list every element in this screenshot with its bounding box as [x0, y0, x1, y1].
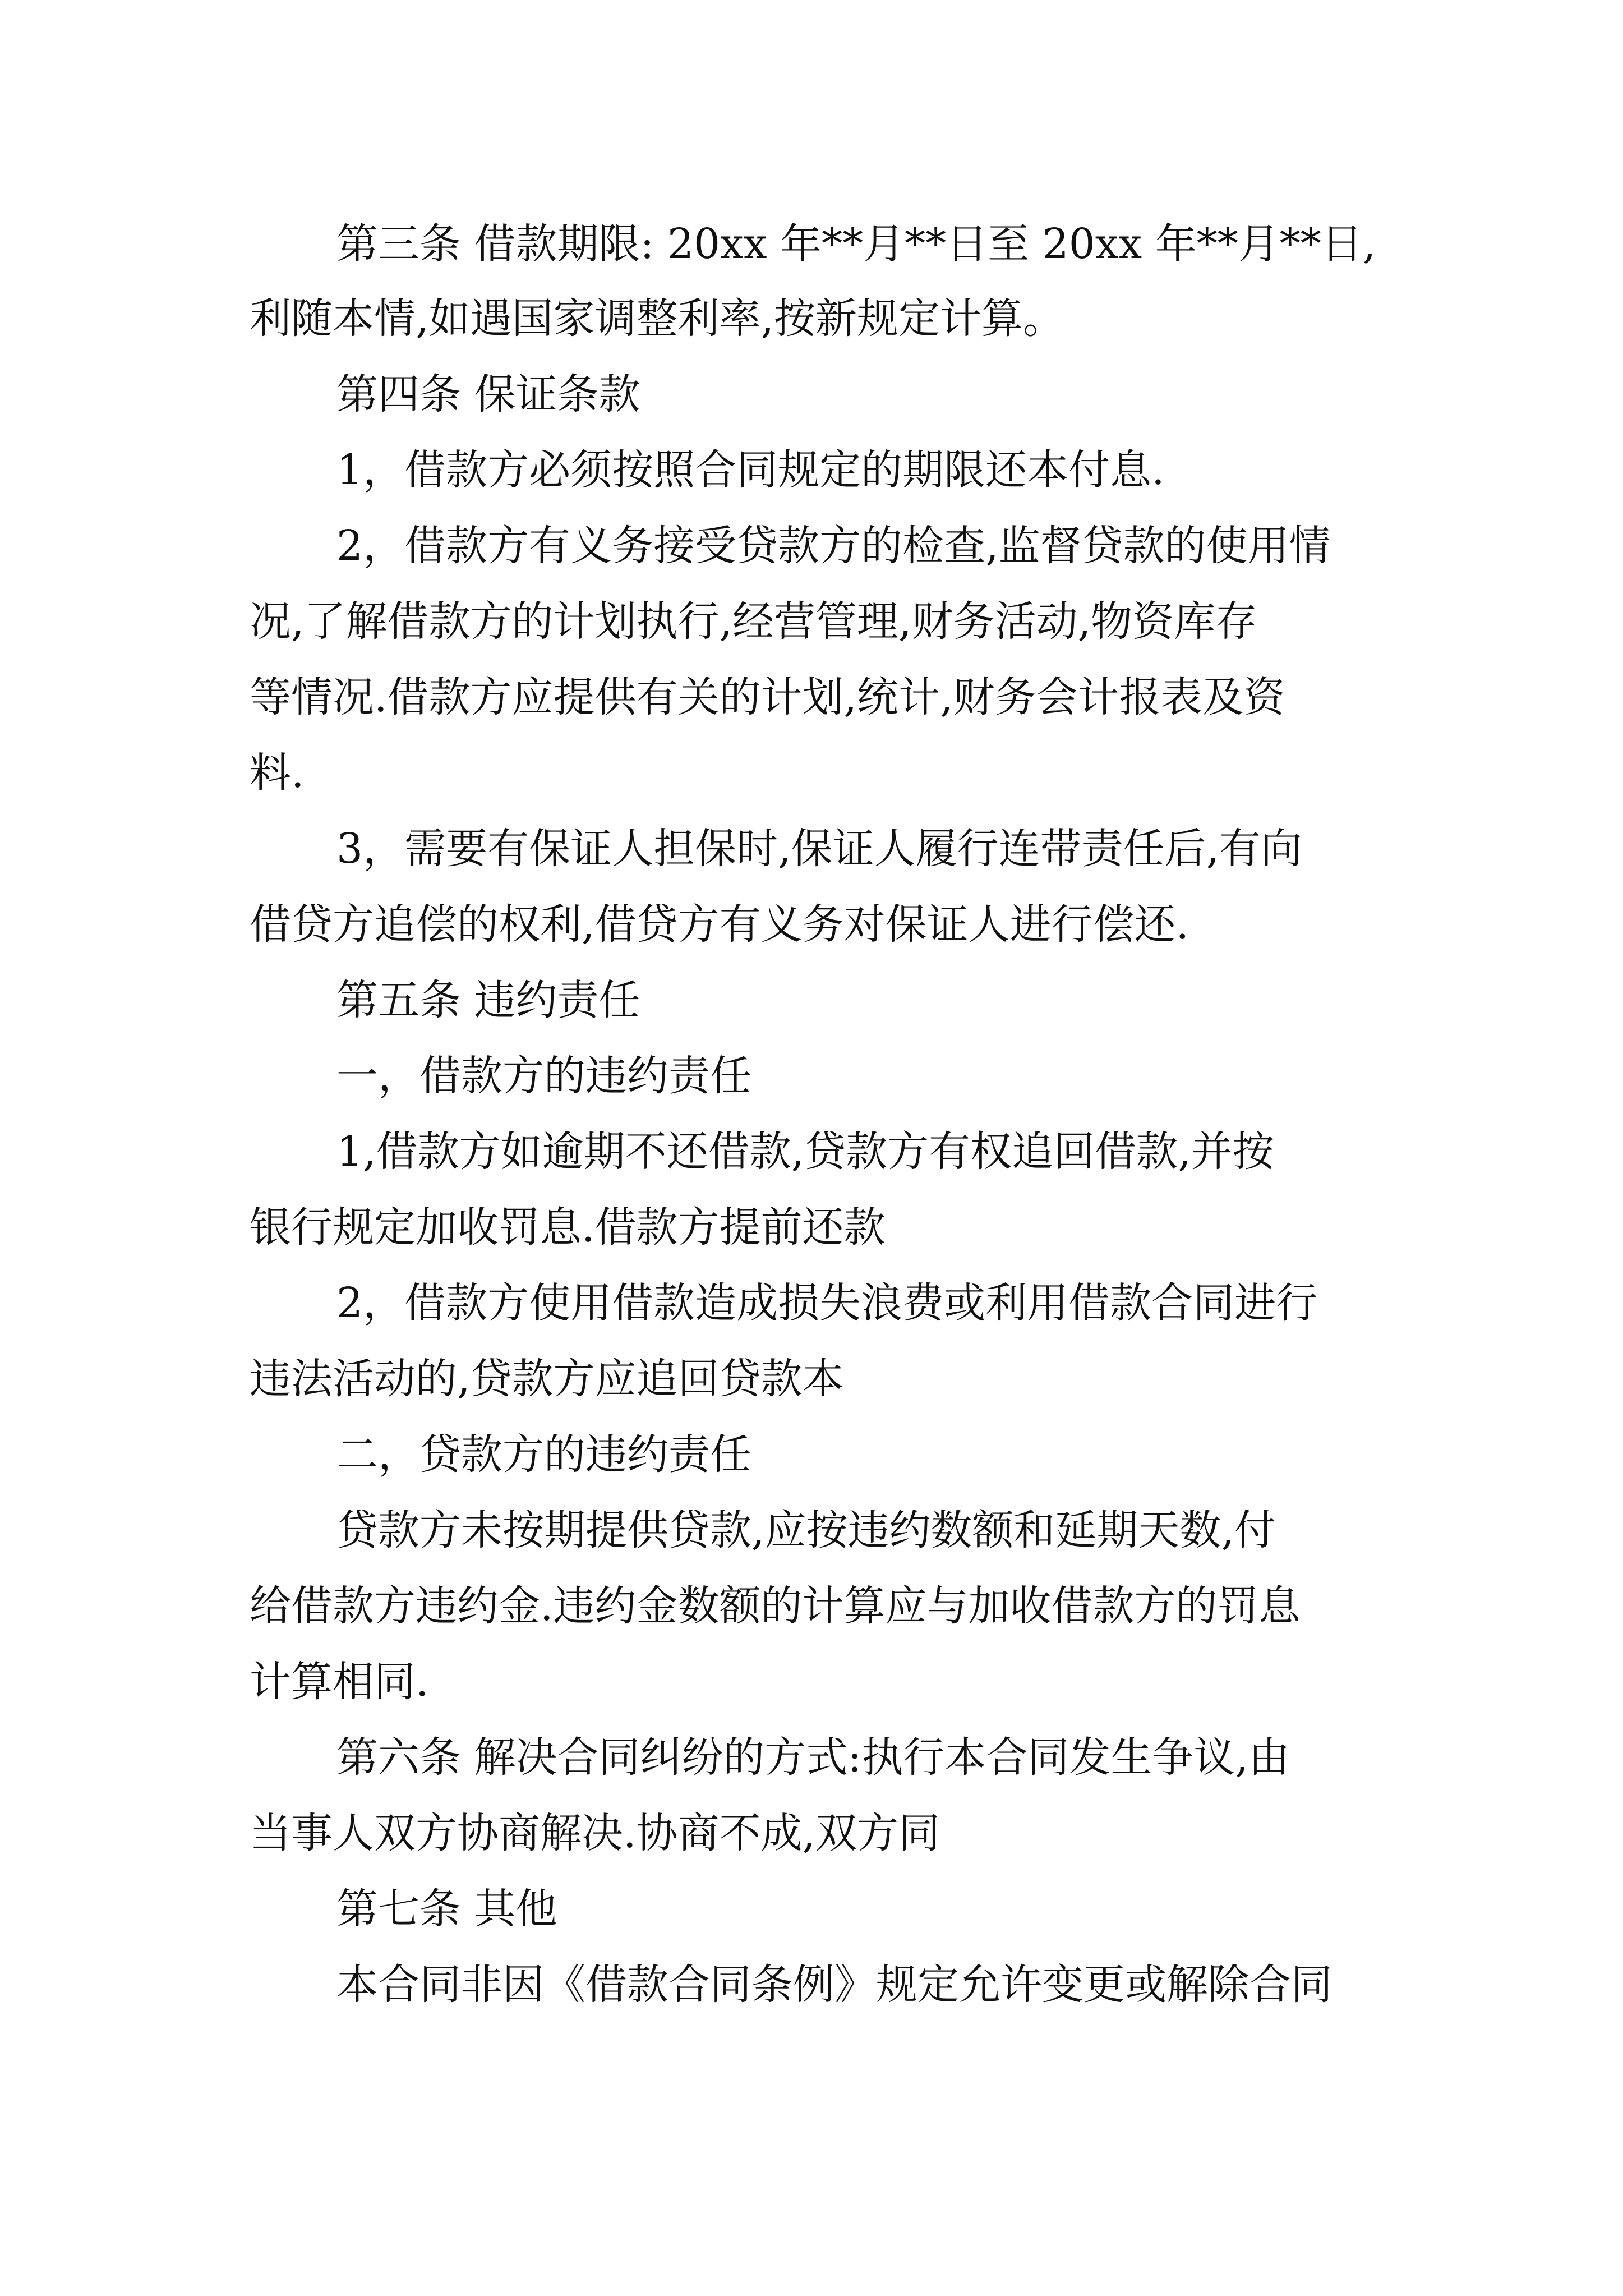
article-4-item-1: 1，借款方必须按照合同规定的期限还本付息. — [336, 446, 1165, 494]
article-5-section-1-item-1: 1,借款方如逾期不还借款,贷款方有权追回借款,并按 — [336, 1128, 1274, 1176]
article-5-section-2-heading: 二，贷款方的违约责任 — [336, 1430, 751, 1479]
article-5-section-1-item-1-cont: 银行规定加收罚息.借款方提前还款 — [250, 1203, 886, 1251]
article-5-heading: 第五条 违约责任 — [336, 976, 640, 1024]
article-7-heading: 第七条 其他 — [336, 1885, 557, 1933]
article-4-item-3: 3，需要有保证人担保时,保证人履行连带责任后,有向 — [336, 825, 1303, 873]
article-5-section-1-item-2: 2，借款方使用借款造成损失浪费或利用借款合同进行 — [336, 1279, 1318, 1327]
article-4-item-2-cont-2: 等情况.借款方应提供有关的计划,统计,财务会计报表及资 — [250, 673, 1285, 721]
article-4-item-3-cont: 借贷方追偿的权利,借贷方有义务对保证人进行偿还. — [250, 900, 1189, 949]
article-6-text-cont: 当事人双方协商解决.协商不成,双方同 — [250, 1809, 940, 1857]
article-5-section-2-text: 贷款方未按期提供贷款,应按违约数额和延期天数,付 — [336, 1506, 1276, 1554]
article-4-item-2-cont-1: 况,了解借款方的计划执行,经营管理,财务活动,物资库存 — [250, 597, 1257, 646]
article-4-item-2-cont-3: 料. — [250, 749, 305, 797]
article-3-title-line: 第三条 借款期限: 20xx 年**月**日至 20xx 年**月**日, — [336, 220, 1376, 268]
article-6-text: 第六条 解决合同纠纷的方式:执行本合同发生争议,由 — [336, 1733, 1290, 1782]
article-4-item-2: 2，借款方有义务接受贷款方的检查,监督贷款的使用情 — [336, 522, 1331, 570]
article-5-section-2-text-cont-1: 给借款方违约金.违约金数额的计算应与加收借款方的罚息 — [250, 1582, 1301, 1630]
article-5-section-1-heading: 一，借款方的违约责任 — [336, 1052, 751, 1100]
article-3-continuation: 利随本情,如遇国家调整利率,按新规定计算。 — [250, 295, 1065, 343]
article-7-text: 本合同非因《借款合同条例》规定允许变更或解除合同 — [336, 1961, 1332, 2009]
article-5-section-1-item-2-cont: 违法活动的,贷款方应追回贷款本 — [250, 1355, 844, 1403]
article-5-section-2-text-cont-2: 计算相同. — [250, 1658, 429, 1706]
article-4-heading: 第四条 保证条款 — [336, 370, 640, 418]
